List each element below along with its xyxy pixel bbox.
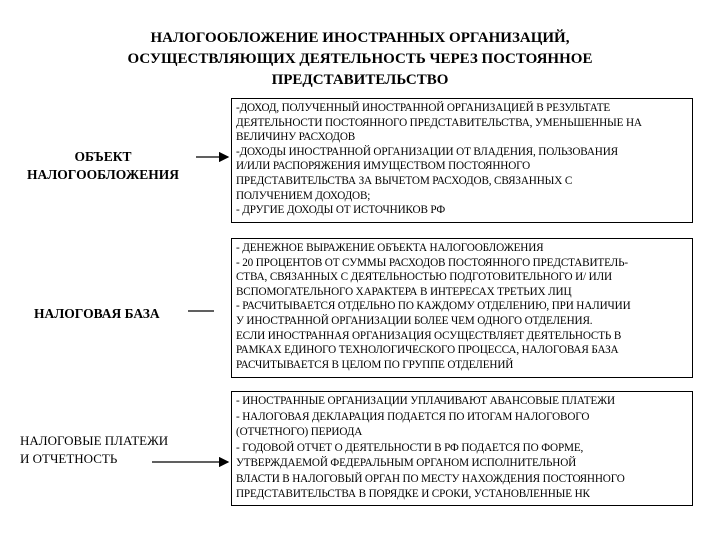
box-line: ПОЛУЧЕНИЕМ ДОХОДОВ; xyxy=(236,189,371,202)
box-line: - ДРУГИЕ ДОХОДЫ ОТ ИСТОЧНИКОВ РФ xyxy=(236,204,446,217)
box-line: - ГОДОВОЙ ОТЧЕТ О ДЕЯТЕЛЬНОСТИ В РФ ПОДАЕТСЯ ПО ФОРМЕ, xyxy=(236,441,584,454)
title-line: НАЛОГООБЛОЖЕНИЕ ИНОСТРАННЫХ ОРГАНИЗАЦИЙ, xyxy=(150,30,570,46)
box-line: -ДОХОД, ПОЛУЧЕННЫЙ ИНОСТРАННОЙ ОРГАНИЗАЦИЕЙ В РЕЗУЛЬТАТЕ xyxy=(236,102,611,114)
label-line: НАЛОГОВАЯ БАЗА xyxy=(34,306,160,321)
box-line: - 20 ПРОЦЕНТОВ ОТ СУММЫ РАСХОДОВ ПОСТОЯННОГО ПРЕДСТАВИТЕЛЬ- xyxy=(236,256,628,269)
box-line: ДЕЯТЕЛЬНОСТИ ПОСТОЯННОГО ПРЕДСТАВИТЕЛЬСТВА, УМЕНЬШЕННЫЕ НА xyxy=(236,116,642,129)
label-line: ОБЪЕКТ xyxy=(74,149,132,164)
box-line: -ДОХОДЫ ИНОСТРАННОЙ ОРГАНИЗАЦИИ ОТ ВЛАДЕНИЯ, ПОЛЬЗОВАНИЯ xyxy=(236,145,618,158)
box-line: ВЛАСТИ В НАЛОГОВЫЙ ОРГАН ПО МЕСТУ НАХОЖДЕНИЯ ПОСТОЯННОГО xyxy=(236,472,625,485)
box-line: - РАСЧИТЫВАЕТСЯ ОТДЕЛЬНО ПО КАЖДОМУ ОТДЕЛЕНИЮ, ПРИ НАЛИЧИИ xyxy=(236,300,631,313)
box-line: - ИНОСТРАННЫЕ ОРГАНИЗАЦИИ УПЛАЧИВАЮТ АВАНСОВЫЕ ПЛАТЕЖИ xyxy=(236,395,615,407)
box-line: ВСПОМОГАТЕЛЬНОГО ХАРАКТЕРА В ИНТЕРЕСАХ ТРЕТЬИХ ЛИЦ xyxy=(236,285,572,298)
box-line: РАСЧИТЫВАЕТСЯ В ЦЕЛОМ ПО ГРУППЕ ОТДЕЛЕНИЙ xyxy=(236,358,514,371)
box-line: ЕСЛИ ИНОСТРАННАЯ ОРГАНИЗАЦИЯ ОСУЩЕСТВЛЯЕТ ДЕЯТЕЛЬНОСТЬ В xyxy=(236,329,622,342)
label-line: НАЛОГООБЛОЖЕНИЯ xyxy=(27,167,179,182)
box-line: У ИНОСТРАННОЙ ОРГАНИЗАЦИИ БОЛЕЕ ЧЕМ ОДНОГО ОТДЕЛЕНИЯ. xyxy=(236,314,593,327)
title-line: ОСУЩЕСТВЛЯЮЩИХ ДЕЯТЕЛЬНОСТЬ ЧЕРЕЗ ПОСТОЯННОЕ xyxy=(127,51,593,67)
box-line: РАМКАХ ЕДИНОГО ТЕХНОЛОГИЧЕСКОГО ПРОЦЕССА, НАЛОГОВАЯ БАЗА xyxy=(236,344,619,357)
box-line: ВЕЛИЧИНУ РАСХОДОВ xyxy=(236,131,356,144)
box-line: - НАЛОГОВАЯ ДЕКЛАРАЦИЯ ПОДАЕТСЯ ПО ИТОГАМ НАЛОГОВОГО xyxy=(236,410,590,423)
label-line: И ОТЧЕТНОСТЬ xyxy=(20,451,118,466)
box-line: ПРЕДСТАВИТЕЛЬСТВА ЗА ВЫЧЕТОМ РАСХОДОВ, СВЯЗАННЫХ С xyxy=(236,174,573,187)
title-line: ПРЕДСТАВИТЕЛЬСТВО xyxy=(271,72,449,88)
box-line: (ОТЧЕТНОГО) ПЕРИОДА xyxy=(236,426,363,438)
box-line: ПРЕДСТАВИТЕЛЬСТВА В ПОРЯДКЕ И СРОКИ, УСТАНОВЛЕННЫЕ НК xyxy=(236,488,590,500)
box-line: СТВА, СВЯЗАННЫХ С ДЕЯТЕЛЬНОСТЬЮ ПОДГОТОВИТЕЛЬНОГО И/ ИЛИ xyxy=(236,271,612,284)
box-line: - ДЕНЕЖНОЕ ВЫРАЖЕНИЕ ОБЪЕКТА НАЛОГООБЛОЖЕНИЯ xyxy=(236,242,544,254)
label-line: НАЛОГОВЫЕ ПЛАТЕЖИ xyxy=(20,433,169,448)
box-line: И/ИЛИ РАСПОРЯЖЕНИЯ ИМУЩЕСТВОМ ПОСТОЯННОГО xyxy=(236,160,531,173)
box-line: УТВЕРЖДАЕМОЙ ФЕДЕРАЛЬНЫМ ОРГАНОМ ИСПОЛНИТЕЛЬНОЙ xyxy=(236,457,577,469)
